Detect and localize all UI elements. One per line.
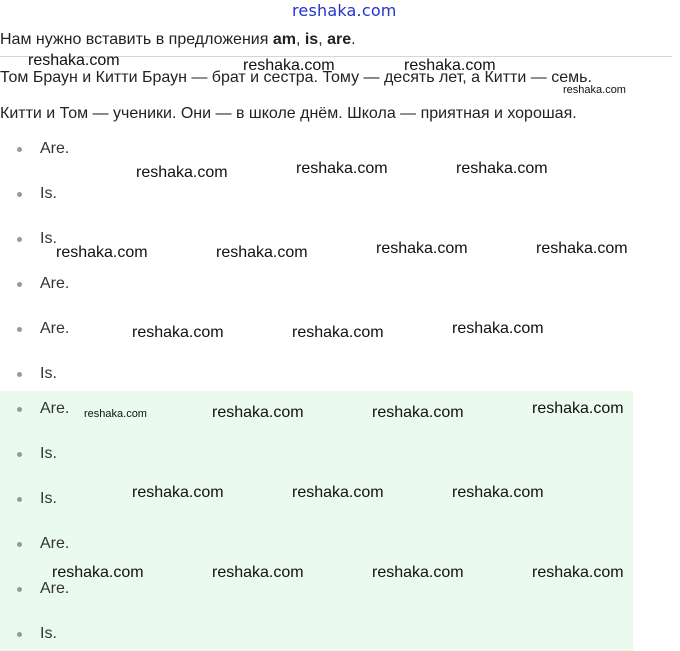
text-line-1: Том Браун и Китти Браун — брат и сестра. Тому — десять лет, а Китти — семь. — [0, 69, 592, 86]
watermark: reshaka.com — [132, 324, 224, 341]
watermark: reshaka.com — [532, 400, 624, 417]
answer-text: Is. — [40, 625, 57, 642]
watermark: reshaka.com — [372, 564, 464, 581]
separator: , — [318, 31, 328, 48]
watermark: reshaka.com — [56, 244, 148, 261]
watermark: reshaka.com — [372, 404, 464, 421]
intro-text: Нам нужно вставить в предложения — [0, 31, 273, 48]
word-is: is — [304, 31, 319, 48]
word-are: are — [327, 31, 352, 48]
bullet-icon — [17, 452, 22, 457]
watermark: reshaka.com — [132, 484, 224, 501]
bullet-icon — [17, 542, 22, 547]
bullet-icon — [17, 192, 22, 197]
answer-text: Are. — [40, 580, 70, 597]
watermark: reshaka.com — [456, 160, 548, 177]
watermark: reshaka.com — [216, 244, 308, 261]
bullet-icon — [17, 282, 22, 287]
bullet-icon — [17, 147, 22, 152]
watermark: reshaka.com — [296, 160, 388, 177]
answer-text: Are. — [40, 400, 70, 417]
text-line-2: Китти и Том — ученики. Они — в школе днём. Школа — приятная и хорошая. — [0, 105, 577, 122]
watermark: reshaka.com — [536, 240, 628, 257]
answer-text: Is. — [40, 490, 57, 507]
answer-text: Is. — [40, 230, 57, 247]
watermark: reshaka.com — [84, 408, 147, 420]
word-am: am — [272, 31, 296, 48]
answer-text: Are. — [40, 140, 70, 157]
answer-text: Is. — [40, 185, 57, 202]
watermark: reshaka.com — [292, 324, 384, 341]
watermark: reshaka.com — [452, 320, 544, 337]
watermark: reshaka.com — [563, 84, 626, 96]
watermark: reshaka.com — [243, 57, 335, 74]
watermark: reshaka.com — [292, 484, 384, 501]
bullet-icon — [17, 497, 22, 502]
bullet-icon — [17, 237, 22, 242]
answer-text: Are. — [40, 275, 70, 292]
watermark: reshaka.com — [212, 564, 304, 581]
watermark: reshaka.com — [404, 57, 496, 74]
watermark: reshaka.com — [376, 240, 468, 257]
bullet-icon — [17, 327, 22, 332]
bullet-icon — [17, 407, 22, 412]
bullet-icon — [17, 372, 22, 377]
answer-text: Are. — [40, 320, 70, 337]
site-logo[interactable]: reshaka.com — [292, 1, 397, 20]
answer-text: Is. — [40, 365, 57, 382]
watermark: reshaka.com — [28, 52, 120, 69]
watermark: reshaka.com — [212, 404, 304, 421]
watermark: reshaka.com — [452, 484, 544, 501]
intro-period: . — [351, 31, 356, 48]
answer-text: Is. — [40, 445, 57, 462]
bullet-icon — [17, 587, 22, 592]
watermark: reshaka.com — [52, 564, 144, 581]
separator: , — [295, 31, 305, 48]
bullet-icon — [17, 632, 22, 637]
watermark: reshaka.com — [532, 564, 624, 581]
answer-text: Are. — [40, 535, 70, 552]
watermark: reshaka.com — [136, 164, 228, 181]
